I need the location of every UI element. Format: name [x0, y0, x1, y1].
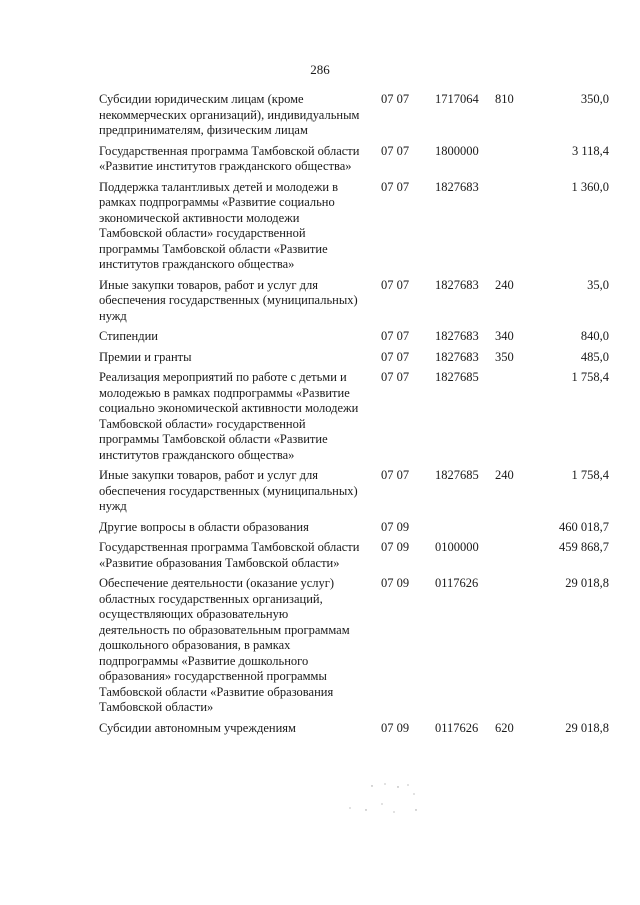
row-kind: 340 [495, 329, 514, 343]
table-row [99, 370, 609, 463]
table-row [99, 468, 609, 515]
row-amount: 1 360,0 [571, 179, 609, 194]
row-name: Другие вопросы в области образования [99, 519, 309, 534]
row-name: Поддержка талантливых детей и молодежи в рамках подпрограммы «Развитие социально экономической активности молодежи Тамбовской области» государственной программы Тамбовской области «Развитие институтов гражданского общества» [99, 179, 339, 271]
row-section: 07 09 [381, 720, 410, 735]
row-section: 07 09 [381, 576, 410, 590]
row-amount: 29 018,8 [565, 720, 609, 735]
row-section: 07 07 [381, 349, 410, 364]
row-target: 1827683 [435, 329, 479, 343]
row-target: 0117626 [435, 720, 479, 735]
row-target: 1827685 [435, 370, 479, 384]
row-amount: 840,0 [580, 329, 609, 343]
table-row [99, 144, 609, 175]
row-target: 1717064 [435, 92, 479, 106]
row-amount: 1 758,4 [571, 468, 609, 482]
row-section: 07 07 [381, 179, 410, 194]
row-name: Государственная программа Тамбовской области «Развитие институтов гражданского общества» [99, 143, 360, 173]
table-row [99, 350, 609, 366]
row-kind: 350 [495, 349, 514, 364]
table-row [99, 278, 609, 325]
row-kind: 240 [495, 277, 514, 292]
table-row [99, 576, 609, 716]
row-amount: 485,0 [580, 349, 609, 364]
row-section: 07 07 [381, 329, 410, 343]
table-row [99, 180, 609, 273]
row-amount: 350,0 [580, 92, 609, 106]
row-target: 1827685 [435, 468, 479, 482]
table-row [99, 92, 609, 139]
row-amount: 460 018,7 [559, 519, 609, 534]
row-target: 1827683 [435, 349, 479, 364]
row-target: 0117626 [435, 576, 479, 590]
row-name: Субсидии автономным учреждениям [99, 720, 296, 735]
row-kind: 240 [495, 468, 514, 482]
row-name: Иные закупки товаров, работ и услуг для обеспечения государственных (муниципальных) нужд [99, 277, 358, 323]
scan-specks [330, 780, 450, 820]
table-row [99, 329, 609, 345]
row-name: Субсидии юридическим лицам (кроме некоммерческих организаций), индивидуальным предпринимателям, физическим лицам [99, 92, 360, 137]
table-row [99, 540, 609, 571]
row-kind: 810 [495, 92, 514, 106]
row-name: Стипендии [99, 329, 158, 343]
row-section: 07 07 [381, 92, 410, 106]
row-target: 1800000 [435, 143, 479, 158]
page-number: 286 [310, 62, 330, 77]
row-target: 1827683 [435, 179, 479, 194]
row-kind: 620 [495, 720, 514, 735]
table-row [99, 721, 609, 737]
row-name: Премии и гранты [99, 349, 192, 364]
row-amount: 3 118,4 [571, 143, 609, 158]
row-section: 07 09 [381, 540, 410, 554]
row-target: 1827683 [435, 277, 479, 292]
row-section: 07 09 [381, 519, 410, 534]
row-section: 07 07 [381, 370, 410, 384]
row-section: 07 07 [381, 143, 410, 158]
row-section: 07 07 [381, 277, 410, 292]
table-row [99, 520, 609, 536]
row-name: Обеспечение деятельности (оказание услуг) областных государственных организаций, осуществляющих образовательную деятельность по образовательным программам дошкольного образования, в рамках подпрограммы «Развитие дошкольного образования» государственной программы Тамбовской области «Развитие образования Тамбовской области» [99, 576, 350, 714]
row-amount: 1 758,4 [571, 370, 609, 384]
row-amount: 35,0 [587, 277, 609, 292]
row-section: 07 07 [381, 468, 410, 482]
row-name: Реализация мероприятий по работе с детьми и молодежью в рамках подпрограммы «Развитие социально экономической активности молодежи Тамбовской области» государственной программы Тамбовской области «Развитие институтов гражданского общества» [99, 370, 359, 462]
row-name: Иные закупки товаров, работ и услуг для обеспечения государственных (муниципальных) нужд [99, 468, 358, 513]
row-target: 0100000 [435, 540, 479, 554]
row-amount: 29 018,8 [565, 576, 609, 590]
row-name: Государственная программа Тамбовской области «Развитие образования Тамбовской области» [99, 540, 360, 570]
row-amount: 459 868,7 [559, 540, 609, 554]
budget-table [99, 92, 609, 741]
